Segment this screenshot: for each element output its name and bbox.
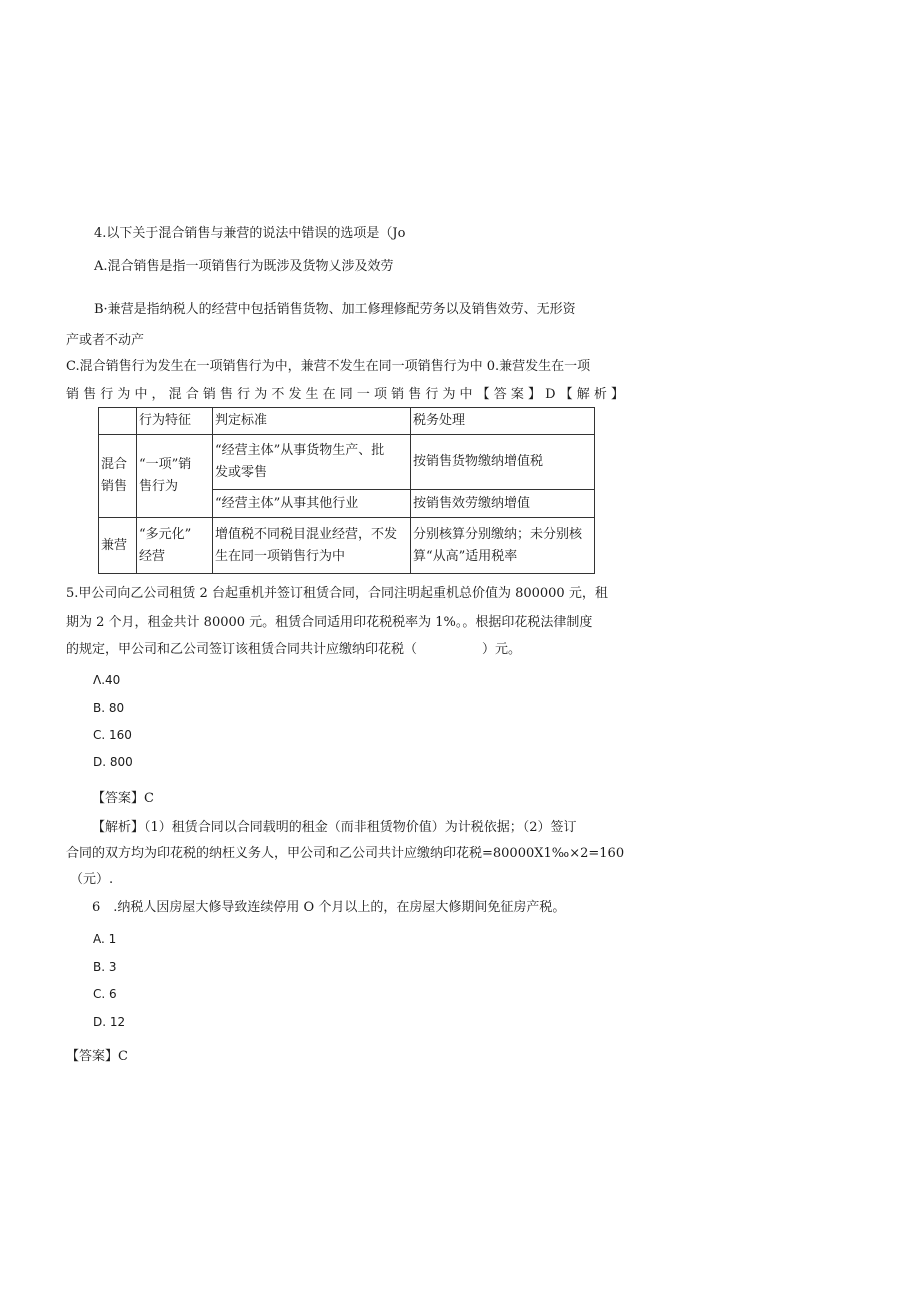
q6-option-c: C. 6 <box>93 987 117 1001</box>
concurrent-label: 兼营 <box>99 518 137 574</box>
mixed-sales-tax-1: 按销售货物缴纳增值税 <box>411 435 595 490</box>
concurrent-criteria: 增值税不同税目混业经营，不发 生在同一项销售行为中 <box>213 518 411 574</box>
q5-analysis-line3: （元）. <box>70 872 114 887</box>
q6-answer: 【答案】C <box>66 1049 128 1064</box>
comparison-table <box>98 407 595 574</box>
table-header-cell: 判定标准 <box>213 408 411 435</box>
table-header-cell: 税务处理 <box>411 408 595 435</box>
concurrent-feature: “多元化” 经营 <box>137 518 213 574</box>
q4-option-b-line2: 产或者不动产 <box>66 333 145 348</box>
q5-option-a: Λ.40 <box>93 673 121 687</box>
q5-analysis-line1: 【解析】（1）租赁合同以合同载明的租金（而非租赁物价值）为计税依据；（2）签订 <box>92 820 577 835</box>
table-header-row <box>99 408 595 435</box>
mixed-sales-criteria-1: “经营主体”从事货物生产、批 发或零售 <box>213 435 411 490</box>
q5-stem-line1: 5.甲公司向乙公司租赁 2 台起重机并签订租赁合同，合同注明起重机总价值为 800000 元，租 <box>66 586 608 601</box>
q4-option-c-line2: 销售行为中，混合销售行为不发生在同一项销售行为中【答案】D【解析】 <box>66 387 624 402</box>
q6-option-d: D. 12 <box>93 1015 126 1029</box>
table-header-cell: 行为特征 <box>137 408 213 435</box>
table-row <box>99 518 595 574</box>
q5-option-d: D. 800 <box>93 755 133 769</box>
mixed-sales-criteria-2: “经营主体”从事其他行业 <box>213 490 411 518</box>
q5-stem-line2: 期为 2 个月，租金共计 80000 元。租赁合同适用印花税税率为 1%。。根据印花税法律制度 <box>66 615 593 630</box>
table-header-cell <box>99 408 137 435</box>
q6-option-a: A. 1 <box>93 932 117 946</box>
q4-stem: 4.以下关于混合销售与兼营的说法中错误的选项是（Jo <box>94 226 406 241</box>
q5-stem-line3: 的规定，甲公司和乙公司签订该租赁合同共计应缴纳印花税（ ）元。 <box>66 642 522 657</box>
q4-option-a: A.混合销售是指一项销售行为既涉及货物乂涉及效劳 <box>94 259 394 274</box>
q5-option-b: B. 80 <box>93 701 125 715</box>
mixed-sales-tax-2: 按销售效劳缴纳增值 <box>411 490 595 518</box>
concurrent-tax: 分别核算分别缴纳；未分别核 算“从高”适用税率 <box>411 518 595 574</box>
mixed-sales-label: 混合 销售 <box>99 435 137 518</box>
q6-stem: 6 .纳税人因房屋大修导致连续停用 O 个月以上的，在房屋大修期间免征房产税。 <box>92 900 566 915</box>
q4-option-b-line1: B·兼营是指纳税人的经营中包括销售货物、加工修理修配劳务以及销售效劳、无形资 <box>94 302 576 317</box>
mixed-sales-feature: “一项”销 售行为 <box>137 435 213 518</box>
q4-option-c-line1: C.混合销售行为发生在一项销售行为中，兼营不发生在同一项销售行为中 0.兼营发生在一项 <box>66 359 591 374</box>
q5-answer: 【答案】C <box>92 791 154 806</box>
q5-option-c: C. 160 <box>93 728 132 742</box>
table-row <box>99 435 595 490</box>
q5-analysis-line2: 合同的双方均为印花税的纳枉义务人，甲公司和乙公司共计应缴纳印花税=80000X1‰×2=160 <box>66 846 625 861</box>
q6-option-b: B. 3 <box>93 960 117 974</box>
